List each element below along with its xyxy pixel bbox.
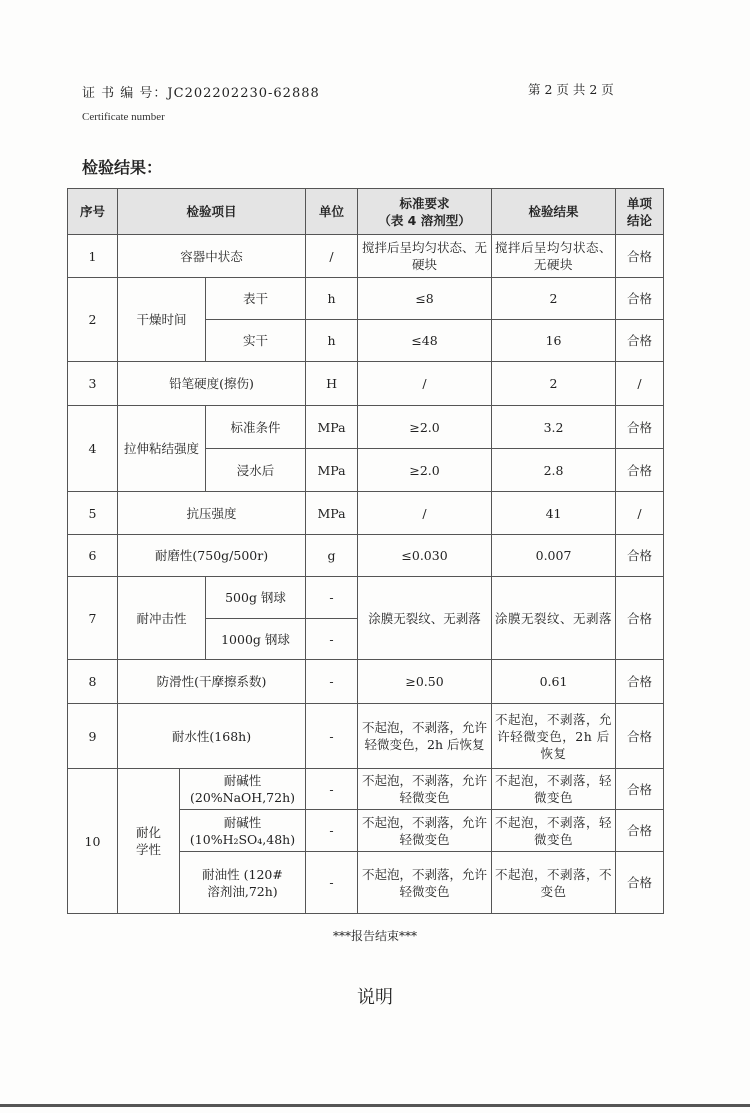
unit: - (306, 704, 358, 769)
table-row (68, 577, 664, 619)
item-name: 耐冲击性 (118, 577, 206, 660)
results-table (67, 188, 664, 914)
unit: h (306, 320, 358, 362)
header-requirement (358, 189, 492, 235)
requirement: ≤8 (358, 278, 492, 320)
header-no: 序号 (68, 189, 118, 235)
unit: h (306, 278, 358, 320)
item-name: 耐磨性(750g/500r) (118, 535, 306, 577)
unit: g (306, 535, 358, 577)
table-row (68, 362, 664, 406)
result: 2 (492, 362, 616, 406)
requirement: ≥2.0 (358, 406, 492, 449)
conclusion: / (616, 362, 664, 406)
unit: - (306, 660, 358, 704)
unit: - (306, 810, 358, 852)
unit: - (306, 577, 358, 619)
section-title: 检验结果： (82, 158, 163, 177)
item-name: 耐水性(168h) (118, 704, 306, 769)
item-name: 抗压强度 (118, 492, 306, 535)
result: 2 (492, 278, 616, 320)
table-row (68, 660, 664, 704)
requirement: / (358, 362, 492, 406)
conclusion: / (616, 492, 664, 535)
header-result: 检验结果 (492, 189, 616, 235)
table-row (68, 235, 664, 278)
result: 3.2 (492, 406, 616, 449)
item-name: 铅笔硬度(擦伤) (118, 362, 306, 406)
sub-item: 耐油性 (120#溶剂油,72h) (180, 852, 306, 914)
certificate-number-english: Certificate number (82, 111, 165, 123)
row-number: 5 (68, 492, 118, 535)
sub-item: 实干 (206, 320, 306, 362)
table-row (68, 406, 664, 449)
requirement: / (358, 492, 492, 535)
requirement: ≤0.030 (358, 535, 492, 577)
result: 2.8 (492, 449, 616, 492)
result: 不起泡，不剥落，允许轻微变色，2h 后恢复 (492, 704, 616, 769)
report-end-note: ***报告结束*** (332, 929, 417, 943)
result: 不起泡，不剥落，轻微变色 (492, 769, 616, 810)
row-number: 4 (68, 406, 118, 492)
table-row (68, 704, 664, 769)
requirement: 不起泡，不剥落，允许轻微变色，2h 后恢复 (358, 704, 492, 769)
conclusion: 合格 (616, 769, 664, 810)
conclusion: 合格 (616, 235, 664, 278)
requirement: 搅拌后呈均匀状态、无硬块 (358, 235, 492, 278)
table-row (68, 492, 664, 535)
conclusion: 合格 (616, 535, 664, 577)
certificate-number-label: 证 书 编 号： (82, 86, 168, 101)
page-indicator: 第 2 页 共 2 页 (528, 82, 614, 97)
unit: - (306, 619, 358, 660)
sub-item: 500g 钢球 (206, 577, 306, 619)
sub-item: 标准条件 (206, 406, 306, 449)
sub-item: 浸水后 (206, 449, 306, 492)
conclusion: 合格 (616, 278, 664, 320)
result: 0.007 (492, 535, 616, 577)
header-requirement-line1: 标准要求 (399, 195, 450, 211)
conclusion: 合格 (616, 704, 664, 769)
conclusion: 合格 (616, 660, 664, 704)
explanation-heading: 说明 (357, 987, 393, 1008)
requirement: ≤48 (358, 320, 492, 362)
sub-item: 表干 (206, 278, 306, 320)
row-number: 9 (68, 704, 118, 769)
conclusion: 合格 (616, 406, 664, 449)
item-name: 干燥时间 (118, 278, 206, 362)
result: 搅拌后呈均匀状态、无硬块 (492, 235, 616, 278)
table-row (68, 278, 664, 320)
conclusion: 合格 (616, 810, 664, 852)
result: 不起泡，不剥落，轻微变色 (492, 810, 616, 852)
item-name: 耐化学性 (118, 769, 180, 914)
result: 16 (492, 320, 616, 362)
header-conclusion (616, 189, 664, 235)
result: 41 (492, 492, 616, 535)
conclusion: 合格 (616, 852, 664, 914)
result: 0.61 (492, 660, 616, 704)
requirement: ≥2.0 (358, 449, 492, 492)
row-number: 3 (68, 362, 118, 406)
result: 不起泡，不剥落，不变色 (492, 852, 616, 914)
row-number: 8 (68, 660, 118, 704)
unit: / (306, 235, 358, 278)
header-conclusion-line2: 结论 (627, 212, 653, 228)
conclusion: 合格 (616, 577, 664, 660)
conclusion: 合格 (616, 449, 664, 492)
requirement: 涂膜无裂纹、无剥落 (358, 577, 492, 660)
bottom-divider (0, 1104, 750, 1107)
unit: MPa (306, 449, 358, 492)
header-item: 检验项目 (118, 189, 306, 235)
table-row (68, 769, 664, 810)
header-conclusion-line1: 单项 (627, 195, 653, 211)
unit: MPa (306, 406, 358, 449)
conclusion: 合格 (616, 320, 664, 362)
unit: MPa (306, 492, 358, 535)
unit: - (306, 769, 358, 810)
header-requirement-line2: （表 4 溶剂型） (378, 212, 471, 228)
row-number: 2 (68, 278, 118, 362)
unit: H (306, 362, 358, 406)
certificate-number: JC202202230-62888 (167, 86, 320, 101)
table-header-row (68, 189, 664, 235)
item-name: 防滑性(干摩擦系数) (118, 660, 306, 704)
row-number: 1 (68, 235, 118, 278)
header-unit: 单位 (306, 189, 358, 235)
requirement: ≥0.50 (358, 660, 492, 704)
item-name: 容器中状态 (118, 235, 306, 278)
row-number: 6 (68, 535, 118, 577)
sub-item: 耐碱性 (20%NaOH,72h) (180, 769, 306, 810)
requirement: 不起泡，不剥落，允许轻微变色 (358, 810, 492, 852)
result: 涂膜无裂纹、无剥落 (492, 577, 616, 660)
row-number: 10 (68, 769, 118, 914)
sub-item: 1000g 钢球 (206, 619, 306, 660)
requirement: 不起泡，不剥落，允许轻微变色 (358, 852, 492, 914)
requirement: 不起泡，不剥落，允许轻微变色 (358, 769, 492, 810)
table-row (68, 535, 664, 577)
certificate-number-line (82, 82, 320, 101)
unit: - (306, 852, 358, 914)
item-name: 拉伸粘结强度 (118, 406, 206, 492)
sub-item: 耐碱性 (10%H₂SO₄,48h) (180, 810, 306, 852)
row-number: 7 (68, 577, 118, 660)
